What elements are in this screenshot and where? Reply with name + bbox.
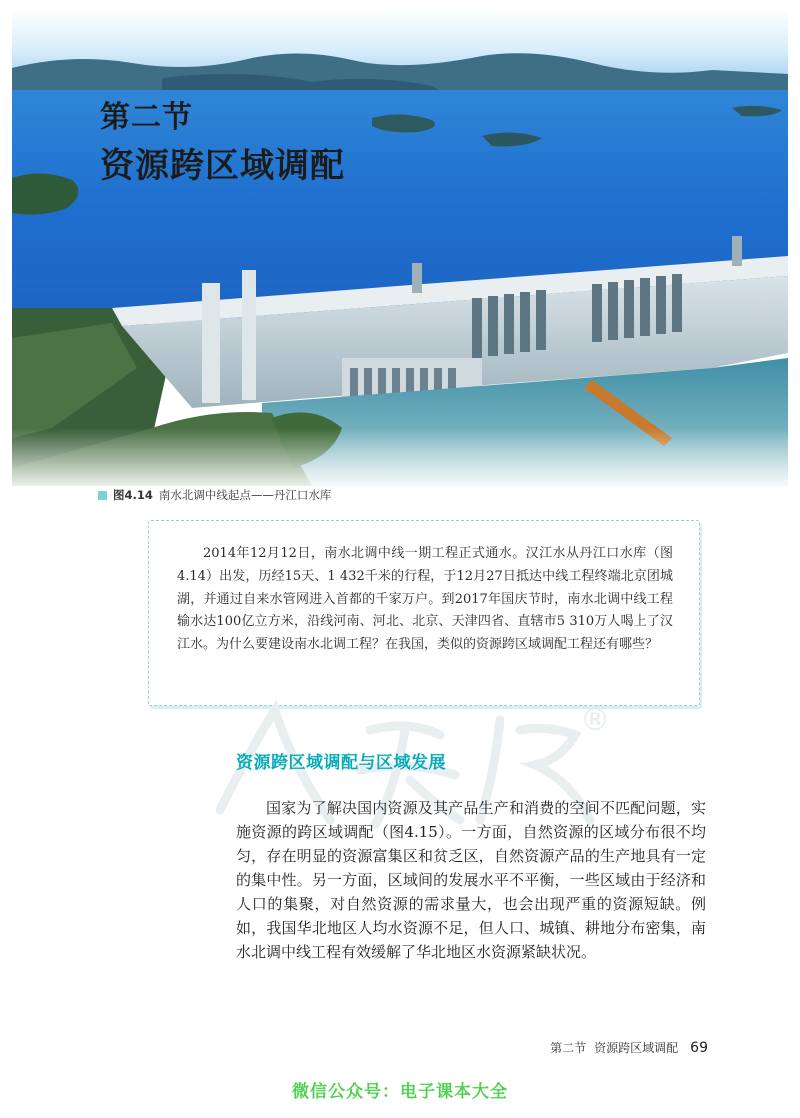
footer-section-title: 资源跨区域调配	[594, 1041, 679, 1055]
section-label: 第二节	[100, 100, 193, 135]
wechat-banner: 微信公众号：电子课本大全	[292, 1082, 508, 1102]
dam-photo	[12, 8, 788, 486]
caption-marker-icon	[98, 491, 107, 500]
intro-box	[148, 520, 700, 706]
body-paragraph: 国家为了解决国内资源及其产品生产和消费的空间不匹配问题，实施资源的跨区域调配（图4.15）。一方面，自然资源的区域分布很不均匀，存在明显的资源富集区和贫乏区，自然资源产品的生产地具有一定的集中性。另一方面，区域间的发展水平不平衡，一些区域由于经济和人口的集聚，对自然资源的需求量大，也会出现严重的资源短缺。例如，我国华北地区人均水资源不足，但人口、城镇、耕地分布密集，南水北调中线工程有效缓解了华北地区水资源紧缺状况。	[236, 799, 706, 961]
section-title: 资源跨区域调配	[100, 146, 345, 186]
page-footer	[550, 1039, 708, 1056]
figure-number: 图4.14	[113, 488, 153, 502]
footer-section-label: 第二节	[550, 1041, 587, 1055]
registered-mark: ®	[580, 703, 610, 738]
figure-caption-text: 南水北调中线起点——丹江口水库	[158, 488, 332, 502]
intro-text: 2014年12月12日，南水北调中线一期工程正式通水。汉江水从丹江口水库（图4.14）出发，历经15天、1 432千米的行程，于12月27日抵达中线工程终端北京团城湖，并通过自来水管网进入首都的千家万户。到2017年国庆节时，南水北调中线工程输水达100亿立方米，沿线河南、河北、北京、天津四省、直辖市5 310万人喝上了汉江水。为什么要建设南水北调工程？在我国，类似的资源跨区域调配工程还有哪些？	[177, 546, 673, 653]
subsection-heading: 资源跨区域调配与区域发展	[236, 753, 446, 773]
figure-caption	[98, 487, 331, 503]
page-number: 69	[690, 1040, 708, 1056]
